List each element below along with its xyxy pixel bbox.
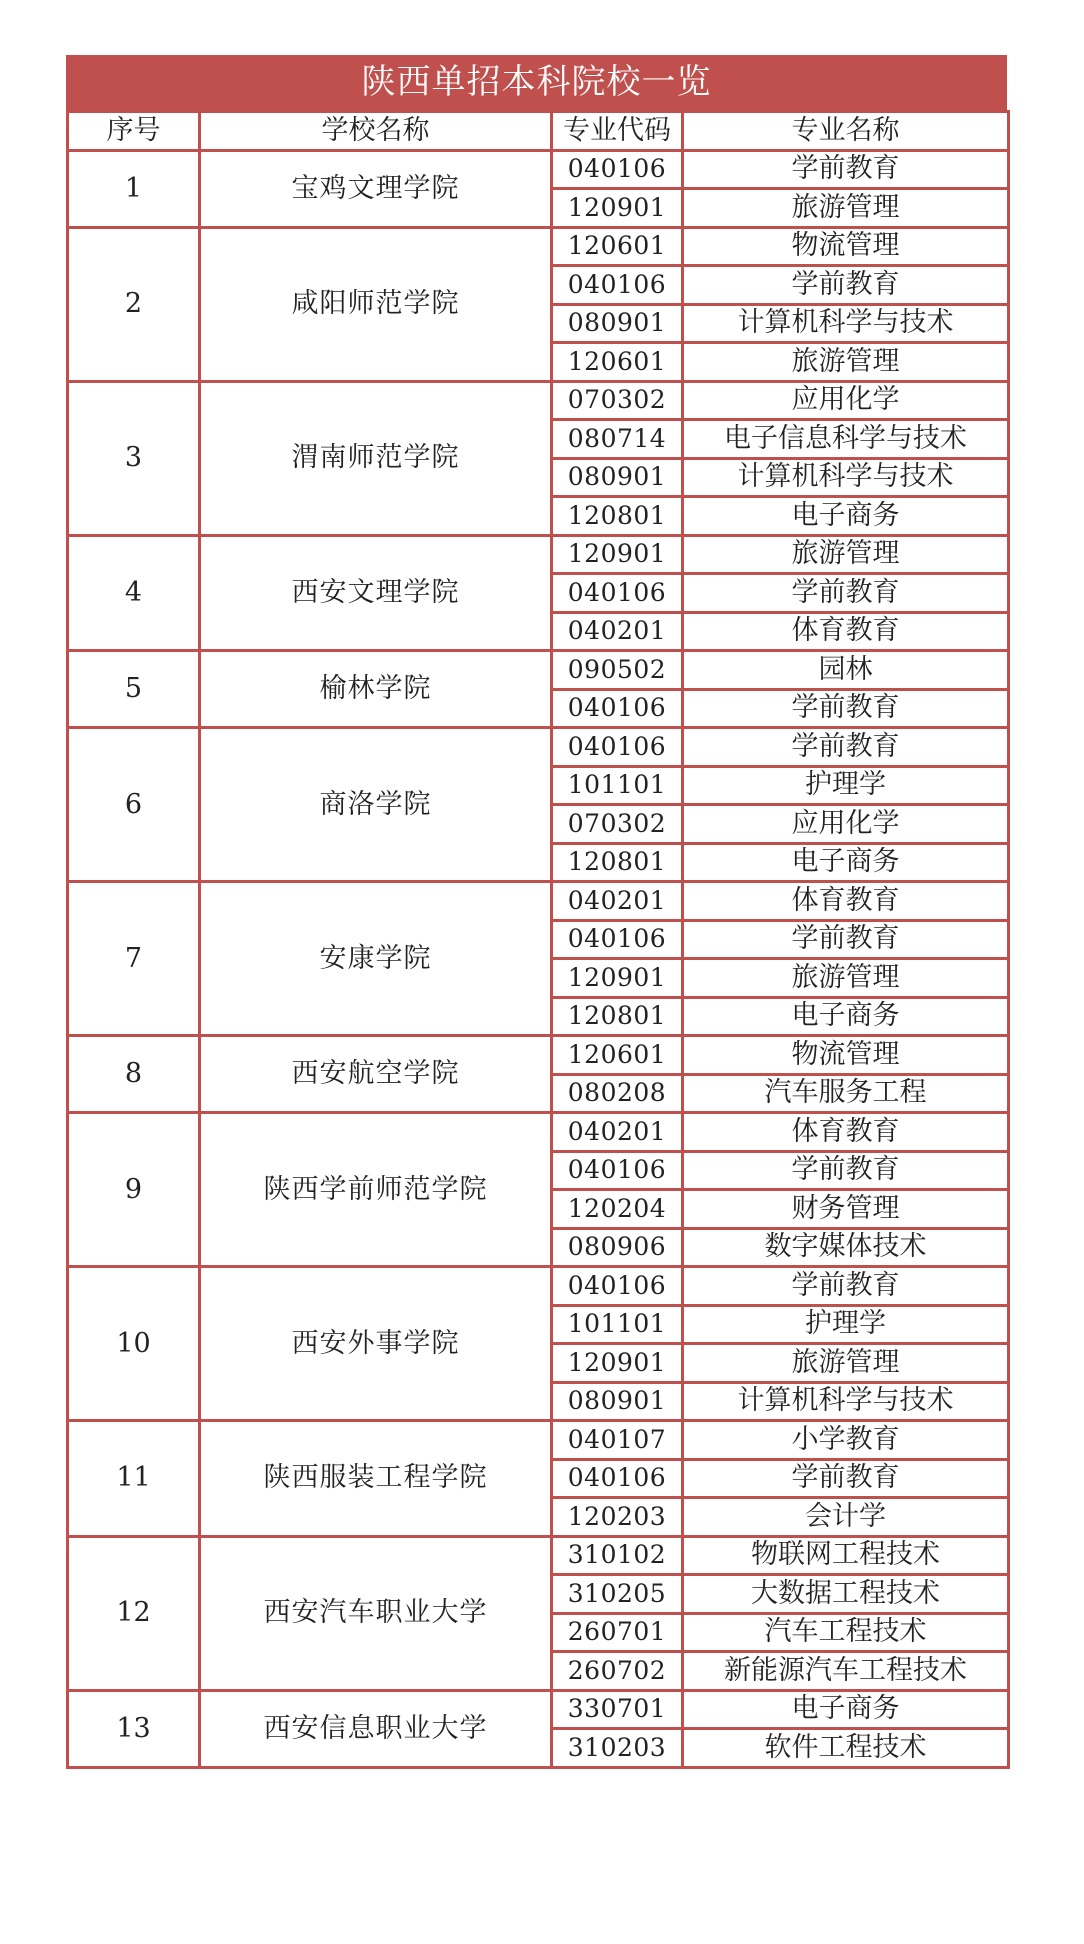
school-number: 8 [68,1036,200,1113]
major-code: 080901 [552,458,683,497]
school-name: 西安外事学院 [200,1267,552,1421]
major-name: 学前教育 [683,728,1009,767]
school-name: 西安信息职业大学 [200,1690,552,1767]
major-name: 计算机科学与技术 [683,1382,1009,1421]
table-row [68,1036,1009,1075]
major-name: 旅游管理 [683,189,1009,228]
major-code: 040106 [552,266,683,305]
major-code: 310203 [552,1729,683,1768]
table-row [68,1536,1009,1575]
schools-sheet [66,55,1007,1769]
major-code: 120901 [552,535,683,574]
school-number: 1 [68,150,200,227]
major-code: 040201 [552,612,683,651]
major-code: 080901 [552,304,683,343]
major-code: 260702 [552,1652,683,1691]
school-name: 商洛学院 [200,728,552,882]
major-code: 120901 [552,1344,683,1383]
major-name: 护理学 [683,1305,1009,1344]
major-name: 旅游管理 [683,343,1009,382]
major-name: 学前教育 [683,1459,1009,1498]
major-code: 070302 [552,805,683,844]
school-number: 7 [68,882,200,1036]
major-name: 学前教育 [683,1267,1009,1306]
school-number: 13 [68,1690,200,1767]
major-code: 080714 [552,420,683,459]
major-name: 物联网工程技术 [683,1536,1009,1575]
major-name: 应用化学 [683,805,1009,844]
major-name: 园林 [683,651,1009,690]
major-name: 电子商务 [683,843,1009,882]
major-name: 旅游管理 [683,1344,1009,1383]
major-code: 330701 [552,1690,683,1729]
major-code: 310205 [552,1575,683,1614]
school-name: 安康学院 [200,882,552,1036]
major-code: 090502 [552,651,683,690]
school-number: 5 [68,651,200,728]
table-row [68,1113,1009,1152]
major-name: 体育教育 [683,882,1009,921]
major-name: 会计学 [683,1498,1009,1537]
school-number: 2 [68,227,200,381]
major-code: 040106 [552,728,683,767]
header-row [68,112,1009,151]
major-name: 学前教育 [683,920,1009,959]
major-name: 旅游管理 [683,959,1009,998]
header-major: 专业名称 [683,112,1009,151]
major-name: 旅游管理 [683,535,1009,574]
major-name: 学前教育 [683,1151,1009,1190]
major-name: 物流管理 [683,227,1009,266]
major-name: 财务管理 [683,1190,1009,1229]
table-row [68,1421,1009,1460]
major-name: 小学教育 [683,1421,1009,1460]
major-name: 计算机科学与技术 [683,458,1009,497]
table-row [68,882,1009,921]
major-name: 体育教育 [683,1113,1009,1152]
major-code: 040106 [552,150,683,189]
major-name: 电子商务 [683,1690,1009,1729]
major-code: 080208 [552,1074,683,1113]
major-name: 计算机科学与技术 [683,304,1009,343]
major-code: 120801 [552,997,683,1036]
school-number: 11 [68,1421,200,1537]
major-code: 120801 [552,497,683,536]
table-body [68,150,1009,1767]
sheet-title: 陕西单招本科院校一览 [66,55,1007,110]
major-code: 101101 [552,766,683,805]
major-name: 电子商务 [683,997,1009,1036]
school-name: 西安汽车职业大学 [200,1536,552,1690]
table-row [68,150,1009,189]
major-code: 040106 [552,1151,683,1190]
school-number: 10 [68,1267,200,1421]
school-number: 12 [68,1536,200,1690]
major-name: 学前教育 [683,266,1009,305]
major-code: 040106 [552,920,683,959]
school-name: 榆林学院 [200,651,552,728]
major-code: 101101 [552,1305,683,1344]
major-code: 120601 [552,227,683,266]
table-row [68,227,1009,266]
major-code: 120203 [552,1498,683,1537]
major-name: 汽车工程技术 [683,1613,1009,1652]
table-row [68,535,1009,574]
header-code: 专业代码 [552,112,683,151]
major-name: 物流管理 [683,1036,1009,1075]
major-code: 040106 [552,689,683,728]
major-name: 软件工程技术 [683,1729,1009,1768]
major-code: 120901 [552,189,683,228]
school-name: 渭南师范学院 [200,381,552,535]
school-name: 陕西学前师范学院 [200,1113,552,1267]
major-name: 电子商务 [683,497,1009,536]
major-name: 电子信息科学与技术 [683,420,1009,459]
school-number: 4 [68,535,200,651]
major-name: 汽车服务工程 [683,1074,1009,1113]
major-name: 体育教育 [683,612,1009,651]
major-code: 040201 [552,882,683,921]
major-code: 120204 [552,1190,683,1229]
school-name: 宝鸡文理学院 [200,150,552,227]
major-code: 040106 [552,574,683,613]
major-code: 040106 [552,1459,683,1498]
major-name: 护理学 [683,766,1009,805]
major-name: 学前教育 [683,689,1009,728]
major-code: 120601 [552,343,683,382]
table-row [68,651,1009,690]
major-code: 040107 [552,1421,683,1460]
table-row [68,1690,1009,1729]
major-code: 080901 [552,1382,683,1421]
major-name: 学前教育 [683,574,1009,613]
major-code: 040106 [552,1267,683,1306]
major-code: 070302 [552,381,683,420]
school-number: 9 [68,1113,200,1267]
school-name: 西安航空学院 [200,1036,552,1113]
major-code: 120901 [552,959,683,998]
header-no: 序号 [68,112,200,151]
major-name: 大数据工程技术 [683,1575,1009,1614]
schools-table [66,110,1010,1769]
school-name: 陕西服装工程学院 [200,1421,552,1537]
table-row [68,728,1009,767]
major-code: 120601 [552,1036,683,1075]
major-code: 040201 [552,1113,683,1152]
major-code: 080906 [552,1228,683,1267]
school-number: 6 [68,728,200,882]
table-row [68,1267,1009,1306]
header-school: 学校名称 [200,112,552,151]
major-name: 学前教育 [683,150,1009,189]
school-name: 西安文理学院 [200,535,552,651]
major-code: 120801 [552,843,683,882]
major-name: 数字媒体技术 [683,1228,1009,1267]
major-name: 新能源汽车工程技术 [683,1652,1009,1691]
school-name: 咸阳师范学院 [200,227,552,381]
table-row [68,381,1009,420]
school-number: 3 [68,381,200,535]
major-code: 310102 [552,1536,683,1575]
major-name: 应用化学 [683,381,1009,420]
major-code: 260701 [552,1613,683,1652]
